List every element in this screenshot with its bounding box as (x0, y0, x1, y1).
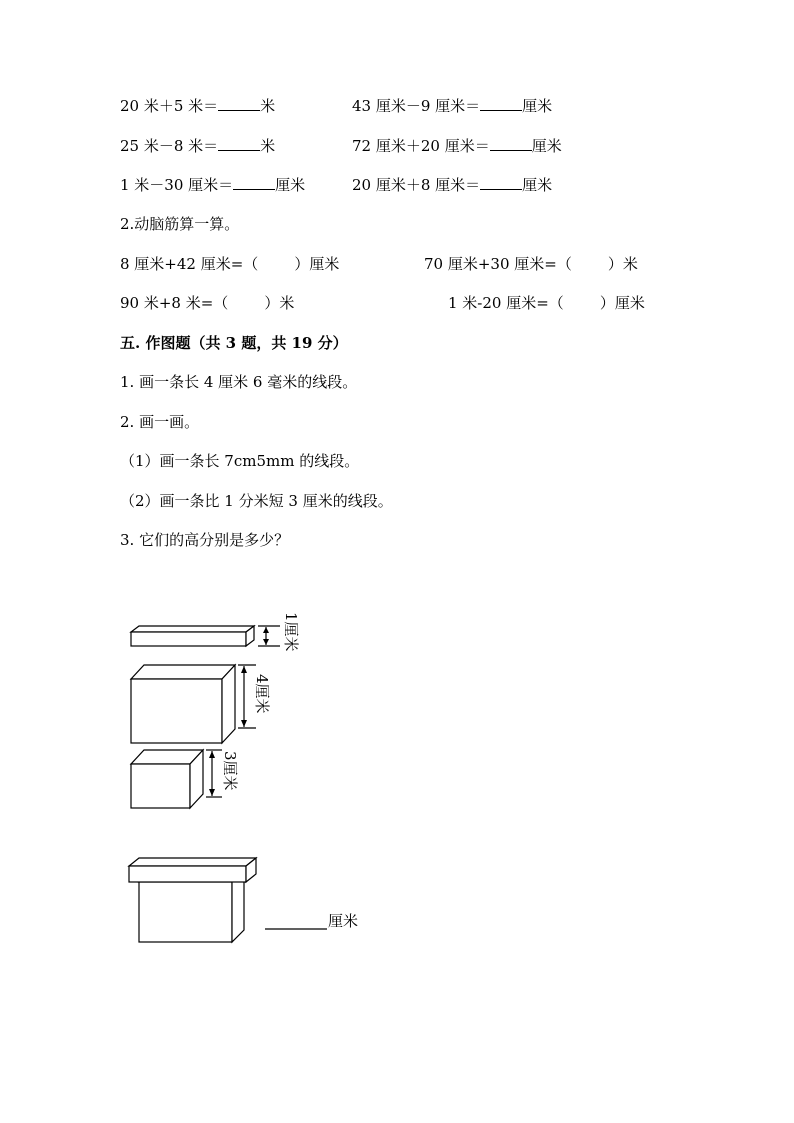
calc-expression: 90 米+8 米=（ (120, 294, 229, 312)
calc-unit: ）米 (607, 255, 638, 273)
question-2-title: 2.动脑筋算一算。 (120, 215, 240, 233)
calc-unit: 厘米 (275, 176, 306, 194)
stacked-blocks (129, 858, 256, 942)
calc-unit: ）厘米 (294, 255, 340, 273)
box-1-thin-bar (131, 626, 254, 646)
question-5-3: 3. 它们的高分别是多少？ (120, 531, 290, 549)
calc-expression: 8 厘米+42 厘米=（ (120, 255, 259, 273)
calc-unit: 米 (260, 97, 276, 115)
box-3-height-label: 3厘米 (221, 751, 239, 791)
calc-unit: ）厘米 (599, 294, 645, 312)
calc-unit: 厘米 (522, 176, 553, 194)
box-2-block (131, 665, 235, 743)
calc-unit: 米 (260, 137, 276, 155)
question-5-2-part-1: （1）画一条长 7cm5mm 的线段。 (120, 452, 360, 470)
question-5-2-part-2: （2）画一条比 1 分米短 3 厘米的线段。 (120, 492, 393, 510)
stacked-answer-unit: 厘米 (328, 912, 359, 930)
calc-expression: 72 厘米＋20 厘米＝ (352, 137, 490, 155)
calc-expression: 43 厘米－9 厘米＝ (352, 97, 481, 115)
calc-unit: ）米 (264, 294, 295, 312)
calc-expression: 1 米－30 厘米＝ (120, 176, 234, 194)
question-5-2: 2. 画一画。 (120, 413, 200, 431)
box-3-block (131, 750, 203, 808)
calc-unit: 厘米 (531, 137, 562, 155)
section-5-title: 五. 作图题（共 3 题，共 19 分） (120, 334, 348, 352)
box-3-dimension-arrow (206, 750, 222, 797)
box-1-dimension-arrow (258, 626, 280, 646)
box-1-height-label: 1厘米 (282, 612, 300, 652)
calc-expression: 20 厘米＋8 厘米＝ (352, 176, 481, 194)
calc-expression: 25 米－8 米＝ (120, 137, 219, 155)
calc-expression: 70 厘米+30 厘米=（ (424, 255, 572, 273)
question-5-1: 1. 画一条长 4 厘米 6 毫米的线段。 (120, 373, 358, 391)
calc-unit: 厘米 (522, 97, 553, 115)
calc-expression: 1 米-20 厘米=（ (448, 294, 564, 312)
calc-expression: 20 米＋5 米＝ (120, 97, 219, 115)
box-2-height-label: 4厘米 (253, 674, 271, 714)
